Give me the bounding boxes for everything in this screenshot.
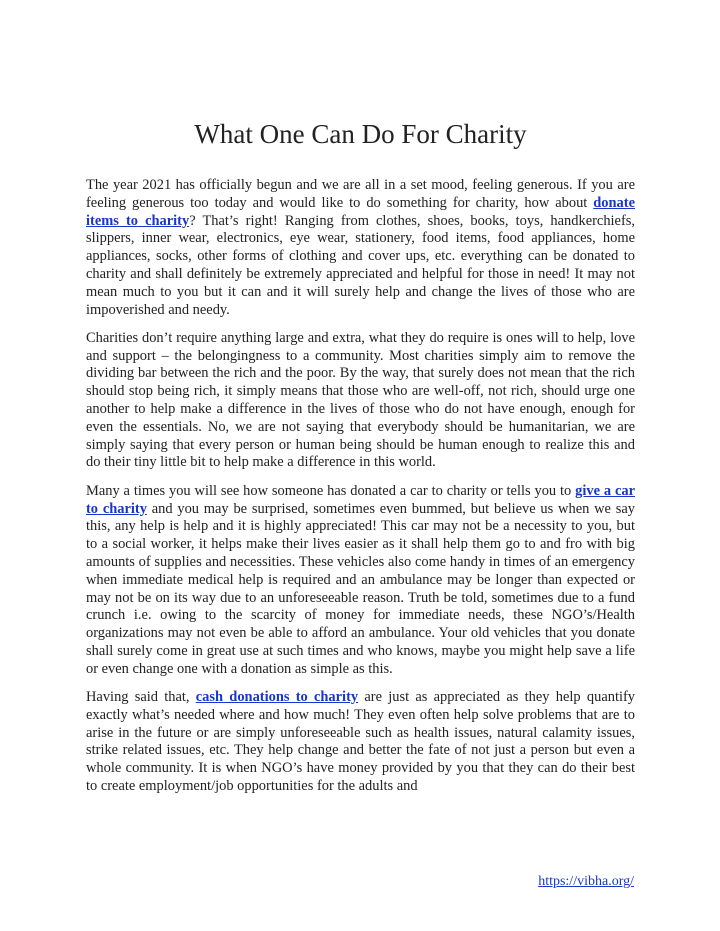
paragraph-3-text-a: Many a times you will see how someone has donated a car to charity or tells you to bbox=[86, 482, 576, 499]
paragraph-4 bbox=[86, 689, 635, 796]
paragraph-4-text-b: are just as appreciated as they help quantify exactly what’s needed where and how much! They even often help solve problems that are to arise in the future or are simply unforeseeable such as health issues, natural calamity issues, strike related issues, etc. They help change and better the fate of not just a person but even a whole community. It is when NGO’s have money provided by you that they can do their best to create employment/job opportunities for the adults and bbox=[86, 689, 635, 794]
document-body bbox=[86, 177, 635, 806]
paragraph-3 bbox=[86, 483, 635, 679]
paragraph-1 bbox=[86, 177, 635, 319]
paragraph-4-text-a: Having said that, bbox=[86, 689, 196, 706]
paragraph-2: Charities don’t require anything large and extra, what they do require is ones will to help, love and support – the belongingness to a community. Most charities simply aim to remove the dividing bar between the rich and the poor. By the way, that surely does not mean that the rich should stop being rich, it simply means that those who are well-off, not rich, should urge one another to help make a difference in the lives of those who do not have enough, enough for even the essentials. No, we are not saying that everybody should be humanitarian, we are simply saying that every person or human being should be human enough to realize this and do their tiny little bit to help make a difference in this world. bbox=[86, 329, 635, 471]
document-title: What One Can Do For Charity bbox=[194, 119, 527, 149]
paragraph-3-text-b: and you may be surprised, sometimes even bummed, but believe us when we say this, any help is help and it is highly appreciated! This car may not be a necessity to you, but to a social worker, it helps make their lives easier as it shall help them go to and fro with big amounts of supplies and necessities. These vehicles also come handy in times of an emergency when immediate medical help is required and an ambulance may be longer than expected or may not be on its way due to an unforeseeable reason. Truth be told, sometimes due to a fund crunch i.e. owing to the scarcity of money for immediate needs, these NGO’s/Health organizations may not even be able to afford an ambulance. Your old vehicles that you donate shall surely come in great use at such times and who knows, maybe you might help save a life or even change one with a donation as simple as this. bbox=[86, 500, 635, 677]
paragraph-1-text-b: ? That’s right! Ranging from clothes, shoes, books, toys, handkerchiefs, slippers, inner wear, electronics, eye wear, stationery, food items, food appliances, home appliances, socks, other forms of clothing and cover ups, etc. everything can be donated to charity and shall definitely be extremely appreciated and helpful for those in need! It may not mean much to you but it can and it will surely help and change the lives of those who are impoverished and needy. bbox=[86, 212, 635, 318]
paragraph-1-text-a: The year 2021 has officially begun and we are all in a set mood, feeling generous. If you are feeling generous too today and would like to do something for charity, how about bbox=[86, 177, 635, 211]
give-car-link[interactable]: give a car to charity bbox=[86, 482, 635, 517]
donate-items-link[interactable]: donate items to charity bbox=[86, 194, 635, 229]
footer-url-link[interactable]: https://vibha.org/ bbox=[538, 874, 634, 889]
cash-donations-link[interactable]: cash donations to charity bbox=[195, 689, 359, 706]
document-page bbox=[86, 0, 635, 931]
